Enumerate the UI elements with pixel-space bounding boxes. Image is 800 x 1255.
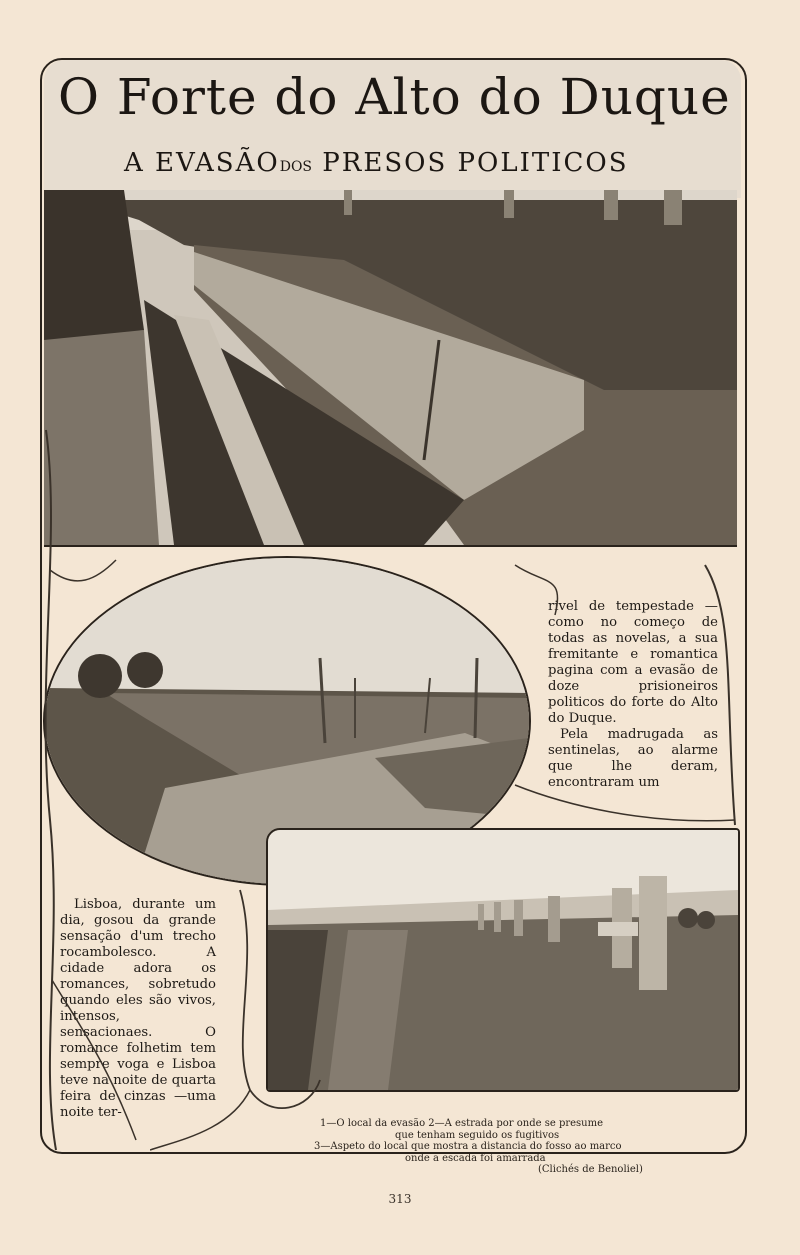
photo-columns	[266, 828, 740, 1092]
subtitle-small-word: DOS	[279, 159, 313, 175]
article-subtitle	[124, 148, 724, 178]
photo-columns-image	[268, 830, 738, 1090]
caption-line-3: 3—Aspeto do local que mostra a distancia do fosso ao marco	[314, 1141, 622, 1152]
caption-line-2: que tenham seguido os fugitivos	[395, 1129, 560, 1141]
photo-caption	[300, 1118, 730, 1176]
article-title: O Forte do Alto do Duque	[58, 68, 731, 126]
subtitle-part-b: PRESOS POLITICOS	[322, 148, 629, 178]
left-column-paragraph: Lisboa, durante um dia, gosou da grande sensação d'um trecho rocambolesco. A cidade adora os romances, sobretudo quando eles são vivos, intensos, sensacionaes. O romance folhetim tem sempre voga e Lisboa teve na noite de quarta feira de cinzas —uma noite ter-	[60, 897, 216, 1120]
right-column-paragraph-2: Pela madrugada as sentinelas, ao alarme que lhe deram, encontraram um	[548, 727, 718, 790]
left-vine-ornament	[36, 420, 156, 1160]
right-column-paragraph-1: rivel de tempestade —como no começo de todas as novelas, a sua fremitante e romantica pagina com a evasão de doze prisioneiros politicos do forte do Alto do Duque.	[548, 599, 718, 726]
subtitle-part-a: A EVASÃO	[124, 148, 280, 178]
caption-line-4: onde a escada foi amarrada	[405, 1152, 546, 1164]
caption-credit: (Clichés de Benoliel)	[538, 1164, 643, 1175]
caption-line-1: 1—O local da evasão 2—A estrada por onde se presume	[320, 1118, 604, 1129]
page-number: 313	[388, 1192, 412, 1206]
right-vine-ornament	[505, 555, 745, 835]
